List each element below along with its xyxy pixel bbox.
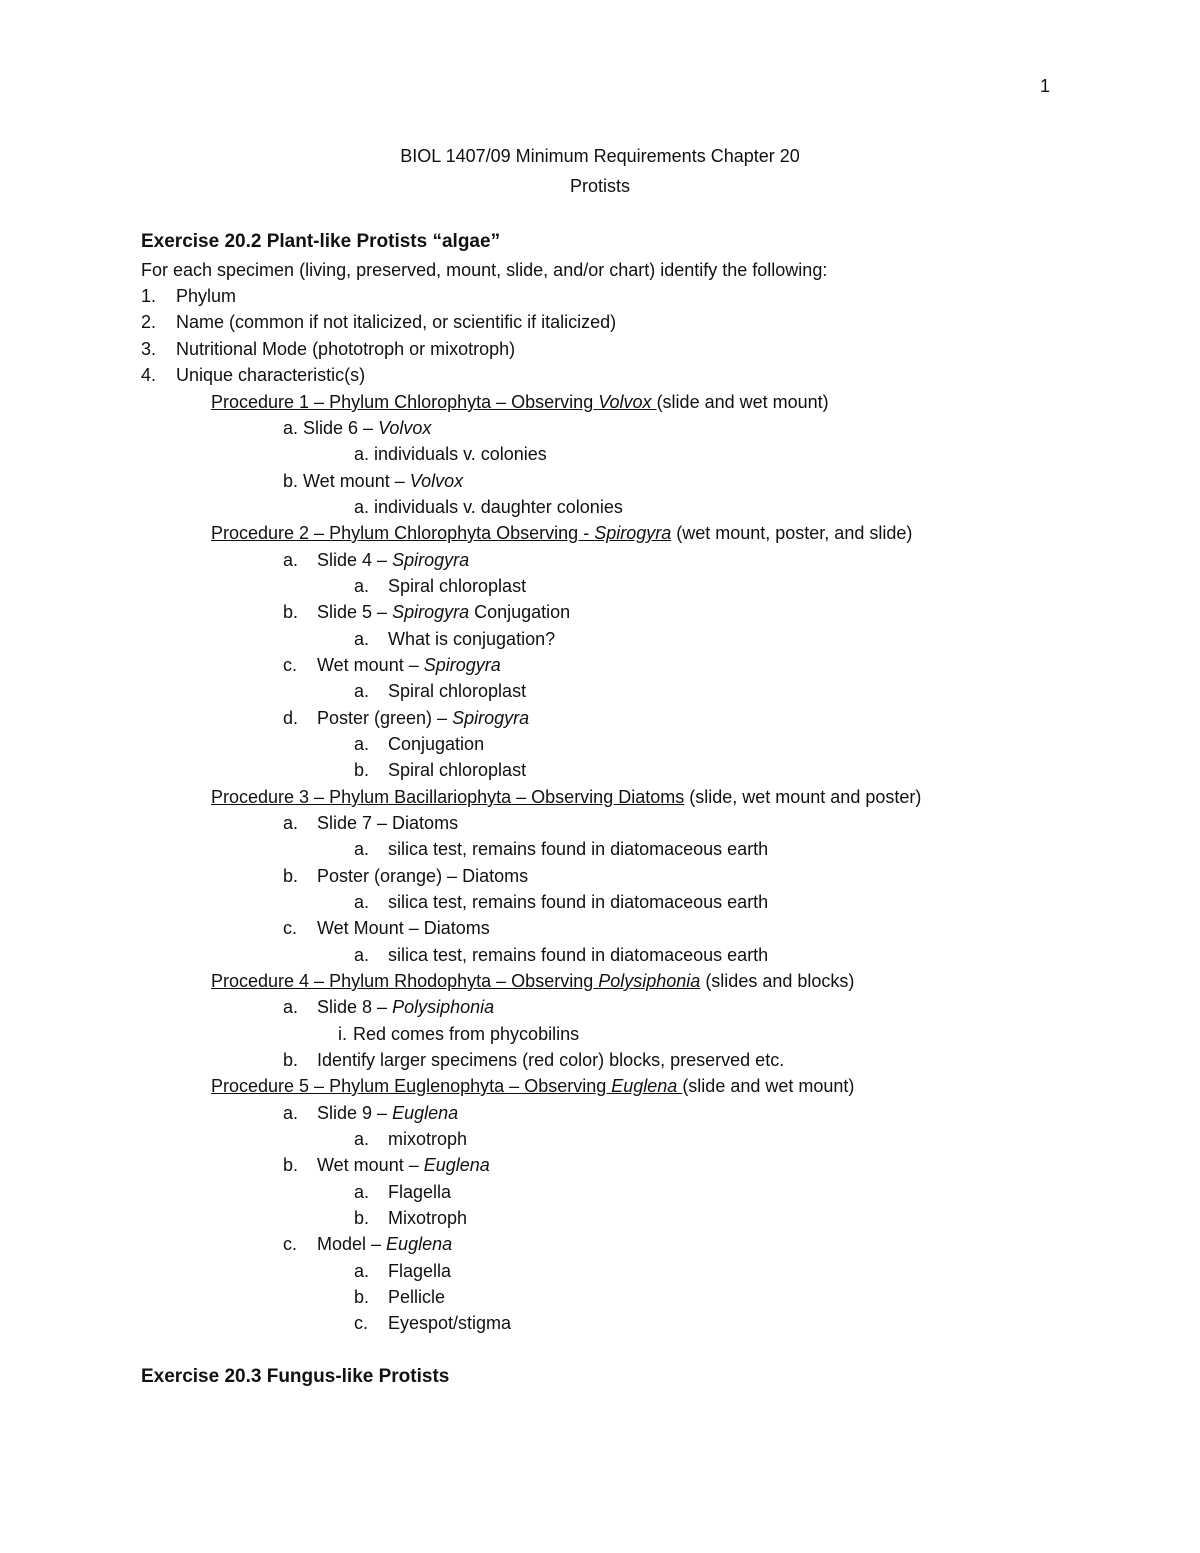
list-item: b. Spiral chloroplast [354, 760, 527, 780]
list-marker: 1. [141, 286, 157, 306]
list-item: b. Pellicle [354, 1287, 446, 1307]
list-item: c. Wet Mount – Diatoms [283, 918, 490, 938]
page-number: 1 [1040, 76, 1051, 96]
list-item: b. Mixotroph [354, 1208, 468, 1228]
exercise-20-3-heading: Exercise 20.3 Fungus-like Protists [141, 1366, 450, 1387]
list-item: a. Slide 7 – Diatoms [283, 813, 459, 833]
list-item [141, 338, 515, 360]
list-item: a. Slide 8 – Polysiphonia [283, 997, 495, 1017]
procedure-3-heading: Procedure 3 – Phylum Bacillariophyta – Observing Diatoms (slide, wet mount and poster) [211, 787, 922, 807]
list-marker: 3. [141, 339, 157, 359]
list-item: a. silica test, remains found in diatomaceous earth [354, 945, 769, 965]
list-item: a. silica test, remains found in diatomaceous earth [354, 892, 769, 912]
list-item: c. Eyespot/stigma [354, 1313, 512, 1333]
list-marker: 4. [141, 365, 157, 385]
list-item: b. Identify larger specimens (red color) blocks, preserved etc. [283, 1050, 785, 1070]
list-item-text: Name (common if not italicized, or scientific if italicized) [176, 312, 617, 332]
list-item: c. Model – Euglena [283, 1234, 453, 1254]
list-item: a. Conjugation [354, 734, 485, 754]
list-item: b. Wet mount – Volvox [283, 471, 464, 491]
list-item-text: Nutritional Mode (phototroph or mixotroph) [176, 339, 516, 359]
procedure-4-heading: Procedure 4 – Phylum Rhodophyta – Observing Polysiphonia (slides and blocks) [211, 971, 855, 991]
list-item: a. mixotroph [354, 1129, 468, 1149]
list-item: a. Flagella [354, 1182, 452, 1202]
list-item: b. Wet mount – Euglena [283, 1155, 490, 1175]
list-marker: 2. [141, 312, 157, 332]
list-item: a. Slide 6 – Volvox [283, 418, 432, 438]
list-item: i. Red comes from phycobilins [338, 1024, 580, 1044]
procedure-5-heading: Procedure 5 – Phylum Euglenophyta – Observing Euglena (slide and wet mount) [211, 1076, 855, 1096]
procedure-2-heading: Procedure 2 – Phylum Chlorophyta Observing - Spirogyra (wet mount, poster, and slide) [211, 523, 913, 543]
list-item-text: Unique characteristic(s) [176, 365, 366, 385]
list-item [141, 364, 365, 386]
exercise-intro: For each specimen (living, preserved, mount, slide, and/or chart) identify the following: [141, 260, 828, 280]
list-item: a. silica test, remains found in diatomaceous earth [354, 839, 769, 859]
document-subtitle: Protists [569, 176, 630, 196]
list-item: a. Spiral chloroplast [354, 576, 527, 596]
list-item [141, 285, 236, 307]
list-item: a. What is conjugation? [354, 629, 556, 649]
list-item: b. Slide 5 – Spirogyra Conjugation [283, 602, 571, 622]
list-item: a. Spiral chloroplast [354, 681, 527, 701]
list-item: a. Slide 9 – Euglena [283, 1103, 459, 1123]
list-item: c. Wet mount – Spirogyra [283, 655, 501, 675]
list-item-text: Phylum [176, 286, 237, 306]
document-title: BIOL 1407/09 Minimum Requirements Chapter 20 [400, 146, 800, 166]
exercise-20-2-heading: Exercise 20.2 Plant-like Protists “algae” [141, 231, 501, 252]
list-item: b. Poster (orange) – Diatoms [283, 866, 529, 886]
list-item: a. individuals v. daughter colonies [354, 497, 623, 517]
procedure-1-heading: Procedure 1 – Phylum Chlorophyta – Observing Volvox (slide and wet mount) [211, 392, 829, 412]
list-item: a. Slide 4 – Spirogyra [283, 550, 470, 570]
list-item: a. individuals v. colonies [354, 444, 547, 464]
list-item: a. Flagella [354, 1261, 452, 1281]
list-item [141, 311, 616, 333]
list-item: d. Poster (green) – Spirogyra [283, 708, 530, 728]
